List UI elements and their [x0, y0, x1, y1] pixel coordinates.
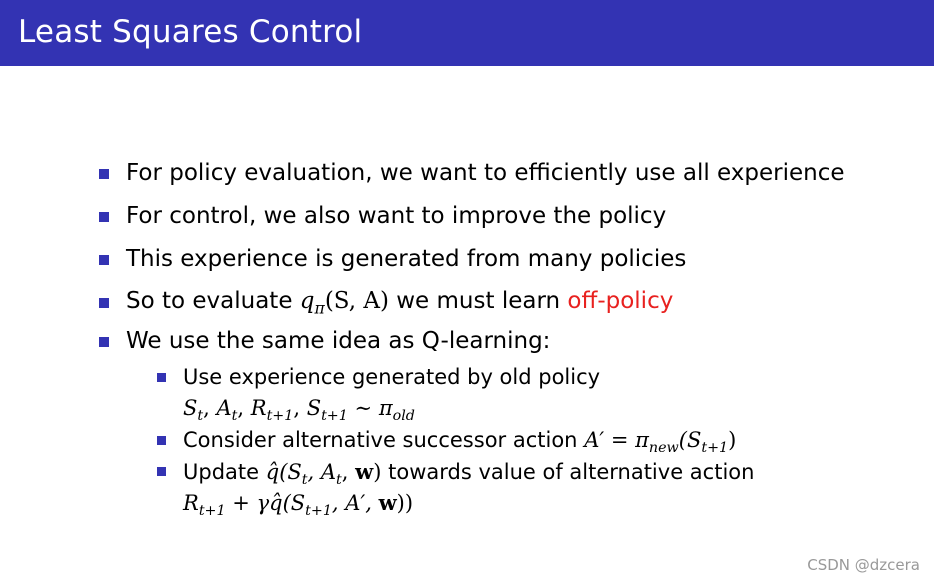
bullet-text-2: For control, we also want to improve the policy: [126, 203, 667, 229]
bullet-marker: [99, 337, 109, 347]
slide-title: Least Squares Control: [18, 14, 363, 50]
bullet-text-1: For policy evaluation, we want to efficiently use all experience: [126, 160, 845, 186]
bullet-4-middle: we must learn: [396, 288, 561, 314]
sub-bullet-marker: [157, 436, 166, 445]
sub-bullet-marker: [157, 373, 166, 382]
sub-bullet-3-post: towards value of alternative action: [388, 460, 755, 484]
bullet-marker: [99, 255, 109, 265]
title-bar: [0, 0, 934, 66]
sub-bullet-text-2: Consider alternative successor action: [183, 428, 578, 452]
sub-bullet-marker: [157, 467, 166, 476]
off-policy-highlight: off-policy: [567, 288, 674, 314]
sub-bullet-line-3: [183, 459, 755, 488]
sub-bullet-3-pre: Update: [183, 460, 260, 484]
bullet-text-3: This experience is generated from many policies: [126, 246, 687, 272]
sub-bullet-text-1: Use experience generated by old policy: [183, 365, 601, 389]
bullet-text-5: We use the same idea as Q-learning:: [126, 328, 551, 354]
math-q-pi: $q_\pi(S$, A): [299, 288, 389, 318]
sub-bullet-math-1: $S_t$, $A_t$, $R_{t+1}$, $S_{t+1}$ ∼ $\pi_{old}$: [183, 396, 415, 424]
sub-bullet-target-3: $R_{t+1}$ + $\gamma q̂(S_{t+1}$, A′, w)): [183, 490, 414, 519]
bullet-line-4: [126, 288, 674, 318]
sub-bullet-line-2: [183, 428, 737, 456]
bullet-marker: [99, 298, 109, 308]
sub-bullet-math-2: $A' = \pi_{new}(S_{t+1})$: [584, 428, 737, 456]
watermark: CSDN @dzcera: [807, 556, 920, 574]
bullet-text-4: So to evaluate: [126, 288, 293, 314]
sub-bullet-math-3: $q̂(S_t$, $A_t$, w): [265, 459, 382, 488]
bullet-marker: [99, 169, 109, 179]
bullet-marker: [99, 212, 109, 222]
